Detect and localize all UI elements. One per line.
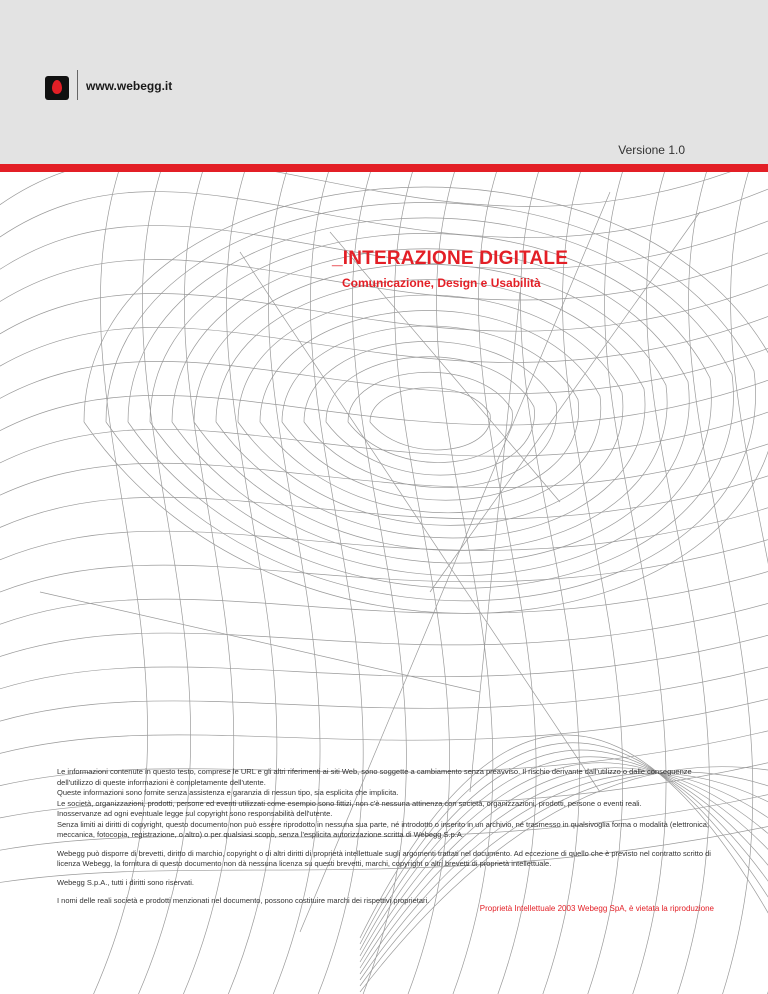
wire-line xyxy=(40,592,480,692)
wire-line xyxy=(216,280,645,538)
wire-line xyxy=(731,172,768,994)
wire-line xyxy=(0,472,768,532)
footer-note: Proprietà Intellettuale 2003 Webegg SpA, è vietata la riproduzione xyxy=(479,904,714,913)
disclaimer-line: Le informazioni contenute in questo testo, comprese le URL e gli altri riferimenti ai siti Web, sono soggette a cambiamento senza preavviso. Il rischio derivante dall'utilizzo o dalle conseguenze dell'utilizzo di queste informazioni è completamente dell'utente. xyxy=(57,767,692,787)
egg-shape xyxy=(52,80,62,94)
disclaimer-rights: Webegg S.p.A., tutti i diritti sono riservati. xyxy=(57,877,195,887)
site-url: www.webegg.it xyxy=(86,79,173,93)
disclaimer xyxy=(57,767,717,915)
disclaimer-line: Le società, organizzazioni, prodotti, persone ed eventi utilizzati come esempio sono fittizi, non c'è nessuna attinenza con società, organizzazioni, prodotti, persone o eventi reali. xyxy=(57,798,642,808)
wire-line xyxy=(0,184,768,244)
wire-line xyxy=(0,536,768,596)
wire-line xyxy=(0,696,768,756)
page-title: _INTERAZIONE DIGITALE xyxy=(332,248,569,269)
disclaimer-line: Senza limiti ai diritti di copyright, questo documento non può essere riprodotto in nessuna sua parte, né introdotto o inserito in un archivio, né trasmesso in qualsivoglia forma o modalità (elettronica, meccanica, fotocopia, registrazione, o altro) o per qualsiasi scopo, senza l'esplicita autorizzazione scritta di Webegg S.p.A. xyxy=(57,819,710,839)
disclaimer-line: Inosservanze ad ogni eventuale legge sul copyright sono responsabilità dell'utente. xyxy=(57,809,333,818)
page-subtitle: Comunicazione, Design e Usabilità xyxy=(342,276,541,290)
wire-line xyxy=(260,311,601,513)
wire-line xyxy=(0,440,768,500)
wire-line xyxy=(194,264,667,550)
wire-line xyxy=(470,292,520,792)
wire-line xyxy=(0,172,768,212)
wire-line xyxy=(172,249,689,563)
wire-line xyxy=(0,376,768,436)
logo-divider xyxy=(77,70,78,100)
disclaimer-trademarks: I nomi delle reali società e prodotti menzionati nel documento, possono costituire marchi dei rispettivi proprietari. xyxy=(57,896,430,905)
disclaimer-general xyxy=(57,767,717,841)
wire-line xyxy=(0,568,768,628)
egg-logo-icon xyxy=(45,76,69,100)
wire-line xyxy=(370,388,490,450)
disclaimer-patents: Webegg può disporre di brevetti, diritto di marchio, copyright o di altri diritti di proprietà intellettuale sugli argomenti trattati nel documento. Ad eccezione di quello che è previsto nel contratto scritto di licenza Webegg, la fornitura di questo documento non dà nessuna licenza su questi brevetti, marchi, copyright o altri brevetti di proprietà intellettuale. xyxy=(57,848,711,868)
wire-line xyxy=(0,632,768,692)
wire-line xyxy=(0,504,768,564)
wire-line xyxy=(330,232,560,502)
disclaimer-line: Queste informazioni sono fornite senza assistenza e garanzia di nessun tipo, sia esplicita che implicita. xyxy=(57,788,399,797)
wire-line xyxy=(0,664,768,724)
wire-line xyxy=(0,344,768,404)
version-label: Versione 1.0 xyxy=(618,143,685,157)
wire-line xyxy=(304,341,557,487)
wire-line xyxy=(240,252,600,792)
red-stripe xyxy=(0,164,768,172)
